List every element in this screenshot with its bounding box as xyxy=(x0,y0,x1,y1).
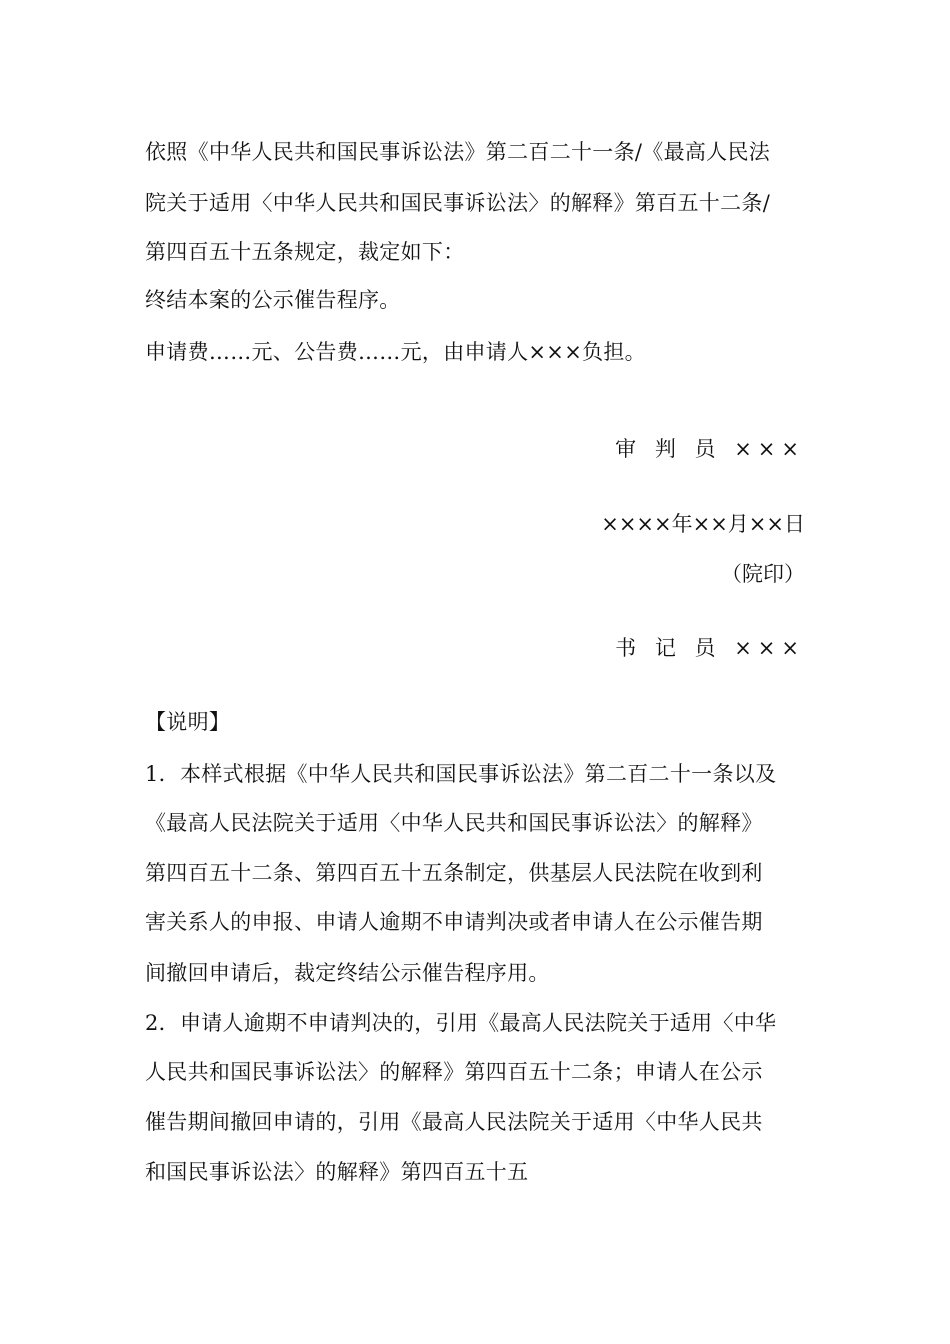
ruling-date: ××××年××月××日 xyxy=(601,512,805,536)
note-line-7: 人民共和国民事诉讼法〉的解释》第四百五十二条；申请人在公示 xyxy=(145,1060,763,1084)
note-line-2: 《最高人民法院关于适用〈中华人民共和国民事诉讼法〉的解释》 xyxy=(145,811,763,835)
body-line-3: 第四百五十五条规定，裁定如下： xyxy=(145,240,465,264)
note-line-8: 催告期间撤回申请的，引用《最高人民法院关于适用〈中华人民共 xyxy=(145,1110,763,1134)
note-line-6: 2．申请人逾期不申请判决的，引用《最高人民法院关于适用〈中华 xyxy=(145,1011,777,1035)
body-line-4: 终结本案的公示催告程序。 xyxy=(145,288,401,312)
body-line-2: 院关于适用〈中华人民共和国民事诉讼法〉的解释》第百五十二条/ xyxy=(145,191,771,215)
note-line-3: 第四百五十二条、第四百五十五条制定，供基层人民法院在收到利 xyxy=(145,861,763,885)
body-line-1: 依照《中华人民共和国民事诉讼法》第二百二十一条/《最高人民法 xyxy=(145,140,771,164)
judge-signature: 审 判 员 ××× xyxy=(615,437,805,461)
note-line-9: 和国民事诉讼法〉的解释》第四百五十五 xyxy=(145,1160,529,1184)
body-line-5: 申请费……元、公告费……元，由申请人×××负担。 xyxy=(145,340,646,364)
notes-heading: 【说明】 xyxy=(145,710,231,734)
note-line-1: 1．本样式根据《中华人民共和国民事诉讼法》第二百二十一条以及 xyxy=(145,762,777,786)
note-line-5: 间撤回申请后，裁定终结公示催告程序用。 xyxy=(145,961,550,985)
court-seal-note: （院印） xyxy=(721,562,805,586)
note-line-4: 害关系人的申报、申请人逾期不申请判决或者申请人在公示催告期 xyxy=(145,910,763,934)
clerk-signature: 书 记 员 ××× xyxy=(615,636,805,660)
